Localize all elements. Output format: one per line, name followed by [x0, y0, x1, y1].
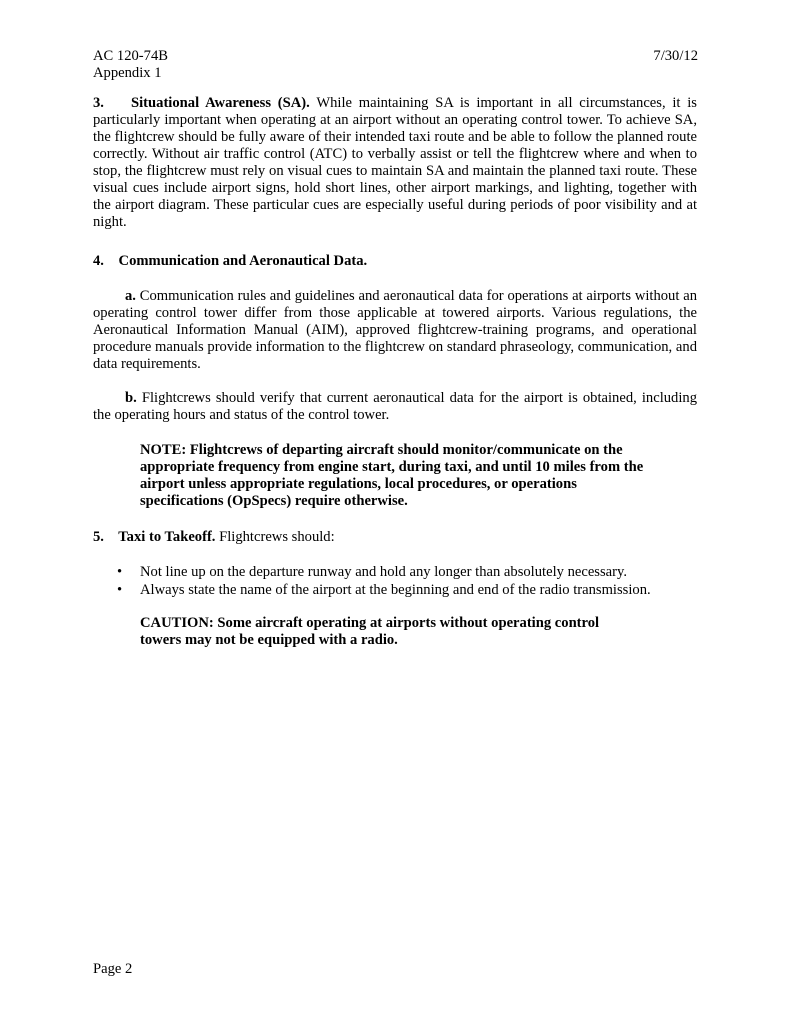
- section-5-intro: Flightcrews should:: [215, 529, 335, 545]
- section-3-paragraph: [93, 95, 697, 231]
- bullet-text: Always state the name of the airport at the beginning and end of the radio transmission.: [140, 582, 651, 598]
- section-4-heading: 4. Communication and Aeronautical Data.: [93, 253, 368, 269]
- bullet-text: Not line up on the departure runway and hold any longer than absolutely necessary.: [140, 564, 627, 580]
- appendix-label: Appendix 1: [93, 65, 162, 81]
- page-number: Page 2: [93, 961, 133, 977]
- section-3-heading: 3. Situational Awareness (SA).: [93, 95, 310, 111]
- caution-block: CAUTION: Some aircraft operating at airports without operating control towers may not be equipped with a radio.: [140, 615, 600, 648]
- section-3-body: While maintaining SA is important in all circumstances, it is particularly important when operating at an airport without an operating control tower. To achieve SA, the flightcrew should be fully aware of their intended taxi route and be able to follow the planned route correctly. Without air traffic control (ATC) to verbally assist or tell the flightcrew where and when to stop, the flightcrew must rely on visual cues to maintain SA and maintain the planned taxi route. These visual cues include airport signs, hold short lines, other airport markings, and lighting, together with the airport diagram. These particular cues are especially useful during periods of poor visibility and at night.: [93, 95, 697, 230]
- list-item: [93, 564, 697, 581]
- section-3: [93, 95, 697, 231]
- section-5-heading: 5. Taxi to Takeoff.: [93, 529, 216, 545]
- bullet-icon: •: [117, 582, 123, 598]
- section-4b-paragraph: [93, 390, 697, 424]
- document-date: 7/30/12: [653, 48, 698, 64]
- section-4a-text: Communication rules and guidelines and aeronautical data for operations at airports without an operating control tower differ from those applicable at towered airports. Various regulations, the Aeronautical Information Manual (AIM), approved flightcrew-training programs, and operational procedure manuals provide information to the flightcrew on standard phraseology, communication, and data requirements.: [93, 288, 697, 372]
- section-4a-label: a.: [125, 288, 136, 304]
- section-4b: [93, 390, 697, 424]
- list-item: [93, 582, 697, 599]
- page-header-left: [93, 48, 168, 82]
- section-4b-label: b.: [125, 390, 137, 406]
- section-5-bullet-list: [93, 564, 697, 600]
- section-4-heading-block: [93, 253, 697, 270]
- section-5-heading-block: [93, 529, 697, 546]
- bullet-icon: •: [117, 564, 123, 580]
- section-5-paragraph: [93, 529, 697, 546]
- section-4a: [93, 288, 697, 373]
- section-4a-paragraph: [93, 288, 697, 373]
- note-block: NOTE: Flightcrews of departing aircraft should monitor/communicate on the appropriate frequency from engine start, during taxi, and until 10 miles from the airport unless appropriate regulations, local procedures, or operations specifications (OpSpecs) require otherwise.: [140, 442, 644, 509]
- document-id: AC 120-74B: [93, 48, 168, 64]
- section-4b-text: Flightcrews should verify that current aeronautical data for the airport is obtained, including the operating hours and status of the control tower.: [93, 390, 697, 423]
